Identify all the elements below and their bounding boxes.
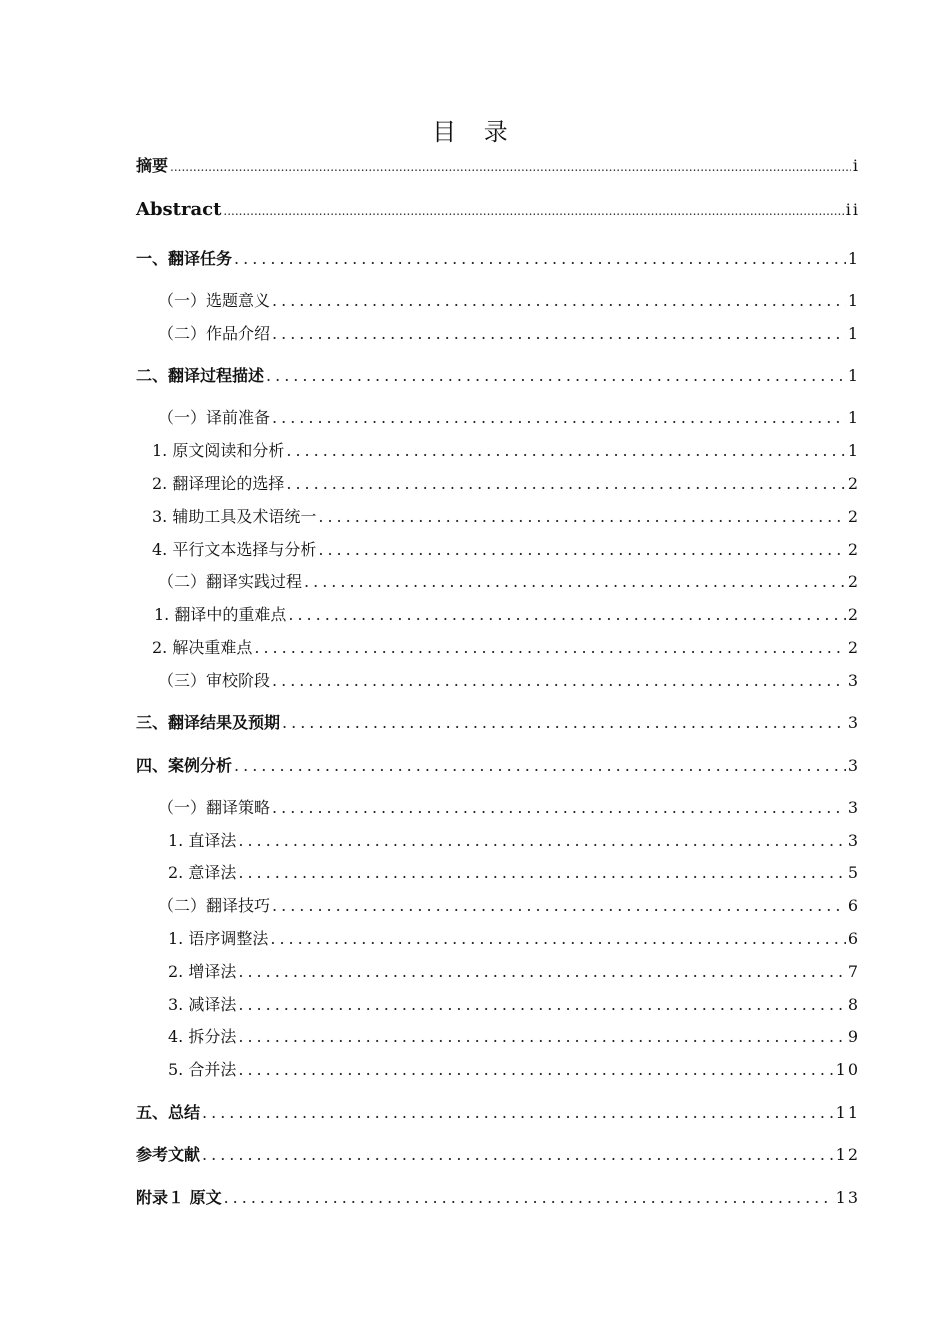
toc-entry-page: 3 <box>847 713 860 732</box>
toc-entry-label: 四、案例分析 <box>136 756 233 775</box>
toc-entry-label: 附录１ 原文 <box>136 1188 222 1207</box>
toc-entry-label: 一、翻译任务 <box>136 249 233 268</box>
toc-entry-label: 1. 语序调整法 <box>168 929 269 948</box>
toc-leader-dots <box>170 155 851 179</box>
toc-entry-subsection[interactable] <box>136 289 860 313</box>
toc-entry-page: 3 <box>847 671 860 690</box>
toc-entry-page: 3 <box>847 798 860 817</box>
toc-leader-dots <box>238 1025 845 1049</box>
toc-entry-label: （一）翻译策略 <box>158 798 271 817</box>
toc-leader-dots <box>223 199 843 223</box>
toc-entry-label: 三、翻译结果及预期 <box>136 713 281 732</box>
toc-entry-label: 摘要 <box>136 156 169 175</box>
toc-entry-label: 5. 合并法 <box>168 1060 237 1079</box>
toc-leader-dots <box>238 1058 833 1082</box>
toc-leader-dots <box>238 960 845 984</box>
toc-entry-item[interactable] <box>136 1025 860 1049</box>
toc-leader-dots <box>224 1186 834 1210</box>
toc-entry-label: （二）翻译实践过程 <box>158 572 303 591</box>
toc-entry-page: 2 <box>847 540 860 559</box>
toc-entry-abstract-cn[interactable] <box>136 154 860 178</box>
toc-entry-item[interactable] <box>136 505 860 529</box>
toc-leader-dots <box>286 472 845 496</box>
toc-entry-label: 4. 平行文本选择与分析 <box>152 540 317 559</box>
toc-leader-dots <box>202 1143 834 1167</box>
toc-entry-page: 5 <box>847 863 860 882</box>
toc-entry-page: 1 <box>847 441 860 460</box>
toc-leader-dots <box>318 505 845 529</box>
toc-entry-page: 6 <box>847 929 860 948</box>
toc-entry-item[interactable] <box>136 538 860 562</box>
toc-entry-label: （二）翻译技巧 <box>158 896 271 915</box>
toc-entry-label: 3. 辅助工具及术语统一 <box>152 507 317 526</box>
toc-entry-page: ii <box>845 200 860 219</box>
toc-entry-subsection[interactable] <box>136 322 860 346</box>
toc-leader-dots <box>272 406 846 430</box>
toc-leader-dots <box>238 829 845 853</box>
toc-leader-dots <box>272 289 846 313</box>
toc-entry-page: 6 <box>847 896 860 915</box>
toc-entry-item[interactable] <box>136 829 860 853</box>
toc-entry-item[interactable] <box>136 603 860 627</box>
toc-entry-page: 3 <box>847 831 860 850</box>
toc-entry-label: 2. 增译法 <box>168 962 237 981</box>
toc-entry-label: （一）译前准备 <box>158 408 271 427</box>
toc-entry-item[interactable] <box>136 861 860 885</box>
toc-entry-page: 12 <box>835 1145 860 1164</box>
toc-entry-references[interactable] <box>136 1143 860 1167</box>
toc-entry-page: 10 <box>835 1060 860 1079</box>
toc-entry-section-1[interactable] <box>136 247 860 271</box>
toc-entry-page: 2 <box>847 507 860 526</box>
toc-leader-dots <box>234 247 846 271</box>
toc-leader-dots <box>270 927 845 951</box>
toc-entry-subsection[interactable] <box>136 669 860 693</box>
toc-title: 目 录 <box>432 118 518 146</box>
toc-leader-dots <box>234 754 846 778</box>
toc-entry-page: 8 <box>847 995 860 1014</box>
toc-entry-page: 1 <box>847 366 860 385</box>
toc-entry-section-5[interactable] <box>136 1101 860 1125</box>
toc-entry-label: 1. 直译法 <box>168 831 237 850</box>
toc-entry-page: 2 <box>847 474 860 493</box>
toc-entry-page: 1 <box>847 408 860 427</box>
toc-entry-label: 2. 意译法 <box>168 863 237 882</box>
toc-leader-dots <box>272 796 846 820</box>
toc-leader-dots <box>254 636 845 660</box>
toc-entry-section-3[interactable] <box>136 711 860 735</box>
toc-entry-page: 3 <box>847 756 860 775</box>
toc-entry-subsection[interactable] <box>136 796 860 820</box>
toc-entry-item[interactable] <box>136 472 860 496</box>
toc-entry-page: i <box>852 156 860 175</box>
toc-entry-item[interactable] <box>136 1058 860 1082</box>
toc-entry-page: 1 <box>847 291 860 310</box>
toc-entry-page: 2 <box>847 572 860 591</box>
toc-entry-label: 2. 解决重难点 <box>152 638 253 657</box>
toc-leader-dots <box>272 322 846 346</box>
toc-entry-page: 1 <box>847 324 860 343</box>
toc-entry-label: （一）选题意义 <box>158 291 271 310</box>
toc-entry-page: 2 <box>847 605 860 624</box>
toc-entry-label: 1. 翻译中的重难点 <box>154 605 287 624</box>
toc-entry-subsection[interactable] <box>136 570 860 594</box>
toc-leader-dots <box>318 538 845 562</box>
toc-entry-subsection[interactable] <box>136 406 860 430</box>
toc-entry-label: （三）审校阶段 <box>158 671 271 690</box>
toc-entry-label: 参考文献 <box>136 1145 201 1164</box>
toc-leader-dots <box>266 364 846 388</box>
toc-entry-item[interactable] <box>136 439 860 463</box>
toc-entry-item[interactable] <box>136 960 860 984</box>
toc-entry-label: 2. 翻译理论的选择 <box>152 474 285 493</box>
toc-leader-dots <box>288 603 845 627</box>
toc-entry-label: （二）作品介绍 <box>158 324 271 343</box>
toc-entry-abstract-en[interactable] <box>136 198 860 222</box>
toc-leader-dots <box>286 439 845 463</box>
toc-entry-label: 二、翻译过程描述 <box>136 366 265 385</box>
toc-entry-label: 4. 拆分法 <box>168 1027 237 1046</box>
toc-leader-dots <box>282 711 846 735</box>
toc-entry-appendix[interactable] <box>136 1186 860 1210</box>
toc-entry-label: Abstract <box>136 199 222 220</box>
toc-entry-section-4[interactable] <box>136 754 860 778</box>
toc-leader-dots <box>238 861 845 885</box>
toc-entry-page: 2 <box>847 638 860 657</box>
toc-entry-item[interactable] <box>136 636 860 660</box>
toc-entry-section-2[interactable] <box>136 364 860 388</box>
toc-leader-dots <box>304 570 846 594</box>
toc-entry-label: 五、总结 <box>136 1103 201 1122</box>
toc-leader-dots <box>238 993 845 1017</box>
toc-entry-subsection[interactable] <box>136 894 860 918</box>
toc-entry-page: 11 <box>835 1103 860 1122</box>
toc-entry-page: 9 <box>847 1027 860 1046</box>
toc-leader-dots <box>272 894 846 918</box>
toc-entry-item[interactable] <box>136 993 860 1017</box>
toc-entry-page: 7 <box>847 962 860 981</box>
toc-leader-dots <box>202 1101 834 1125</box>
toc-entry-page: 1 <box>847 249 860 268</box>
toc-entry-page: 13 <box>835 1188 860 1207</box>
toc-leader-dots <box>272 669 846 693</box>
toc-entry-item[interactable] <box>136 927 860 951</box>
toc-entry-label: 1. 原文阅读和分析 <box>152 441 285 460</box>
toc-entry-label: 3. 减译法 <box>168 995 237 1014</box>
